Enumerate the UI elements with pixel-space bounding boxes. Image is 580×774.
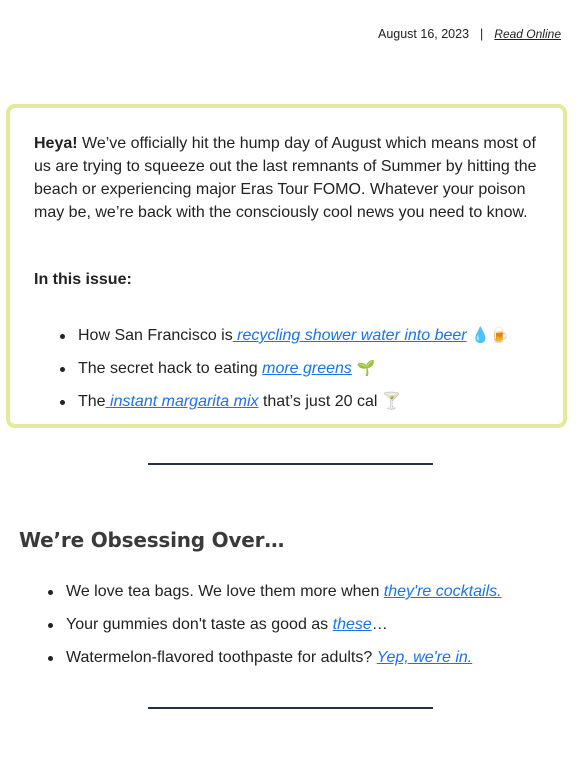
item-text: Your gummies don't taste as good as [66,616,333,633]
header-bar [378,27,561,41]
list-item [48,608,502,641]
list-item [60,385,509,418]
droplet-beer-emoji: 💧🍺 [466,326,509,344]
list-item [48,641,502,674]
issue-list [60,319,509,418]
shower-beer-link[interactable]: recycling shower water into beer [232,327,467,344]
item-text: The secret hack to eating [78,360,263,377]
intro-body: We’ve officially hit the hump day of August which means most of us are trying to squeeze out the last remnants of Summer by hitting the beach or experiencing major Eras Tour FOMO. Whatever your poison may be, we’re back with the consciously cool news you need to know. [34,135,537,221]
issue-date: August 16, 2023 [377,27,470,41]
item-text: How San Francisco is [78,327,233,344]
intro-card [6,104,567,428]
these-link[interactable]: these [332,616,372,633]
divider [148,463,433,465]
item-text-after: that’s just 20 cal 🍸 [258,393,402,410]
item-text-after: … [371,616,388,633]
intro-paragraph [34,132,544,224]
item-text: Watermelon-flavored toothpaste for adults? [66,649,377,666]
item-text: We love tea bags. We love them more when [66,583,384,600]
divider [148,707,433,709]
obsessing-title: We’re Obsessing Over… [19,528,285,552]
read-online-link[interactable]: Read Online [494,27,561,41]
more-greens-link[interactable]: more greens [262,360,352,377]
list-item [60,319,509,352]
intro-greeting: Heya! [34,135,78,152]
cocktails-link[interactable]: they're cocktails. [383,583,502,600]
margarita-mix-link[interactable]: instant margarita mix [105,393,259,410]
obsessing-list [48,575,502,674]
list-item [60,352,509,385]
header-separator: | [480,27,484,41]
in-this-issue-label: In this issue: [34,271,132,288]
list-item [48,575,502,608]
item-text: The [78,393,106,410]
seedling-emoji: 🌱 [351,359,376,377]
were-in-link[interactable]: Yep, we're in. [376,649,473,666]
